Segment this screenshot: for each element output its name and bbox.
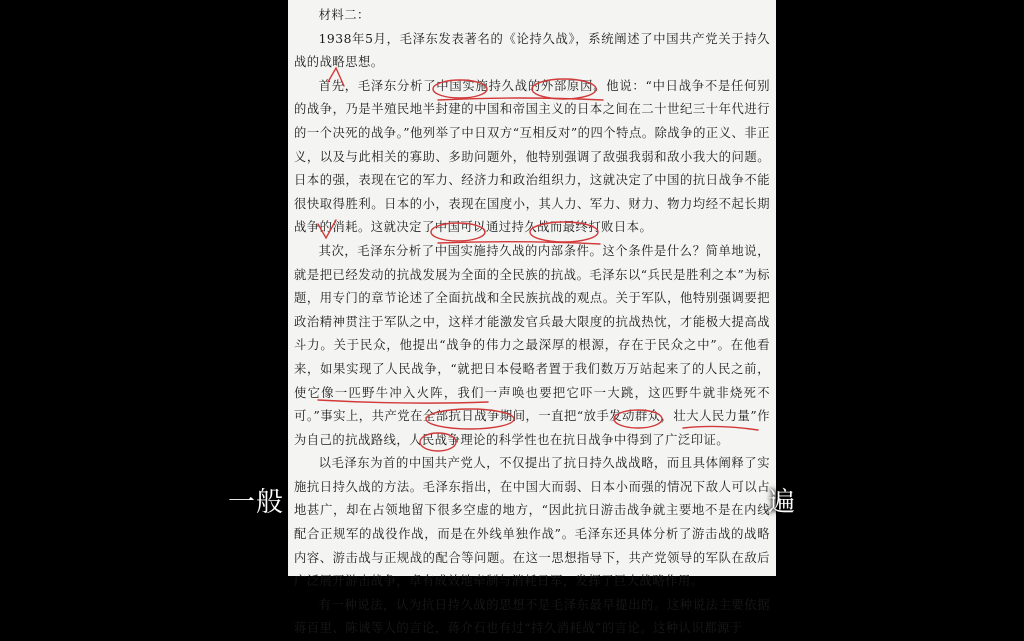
video-subtitle	[0, 480, 1024, 519]
paragraph-intro: 1938年5月，毛泽东发表著名的《论持久战》，系统阐述了中国共产党关于持久战的战略思想。	[294, 31, 770, 70]
document-text	[294, 4, 770, 641]
subtitle-right: 遍	[768, 487, 796, 518]
paragraph-other-view: 有一种说法，认为抗日持久战的思想不是毛泽东最早提出的。这种说法主要依据蒋百里、陈诚等人的言论，蒋介石也有过“持久消耗战”的言论。这种认识都源于	[294, 597, 770, 636]
paragraph-external-cause: 首先，毛泽东分析了中国实施持久战的外部原因。他说：“中日战争不是任何别的战争，乃是半殖民地半封建的中国和帝国主义的日本之间在二十世纪三十年代进行的一个决死的战争。”他列举了中日双方“互相反对”的四个特点。除战争的正义、非正义，以及与此相关的寡助、多助问题外，他特别强调了敌强我弱和敌小我大的问题。日本的强，表现在它的军力、经济力和政治组织力，这就决定了中国的抗日战争不能很快取得胜利。日本的小，表现在国度小，其人力、军力、财力、物力均经不起长期战争的消耗。这就决定了中国可以通过持久战而最终打败日本。	[294, 78, 770, 235]
subtitle-left: 一般	[228, 487, 284, 518]
material-heading: 材料二：	[318, 8, 370, 22]
paragraph-method: 以毛泽东为首的中国共产党人，不仅提出了抗日持久战战略，而且具体阐释了实施抗日持久战的方法。毛泽东指出，在中国大而弱、日本小而强的情况下敌人可以占地甚广，却在占领地留下很多空虚的地方，“因此抗日游击战争就主要地不是在内线配合正规军的战役作战，而是在外线单独作战”。毛泽东还具体分析了游击战的战略内容、游击战与正规战的配合等问题。在这一思想指导下，共产党领导的军队在敌后广泛展开游击战争，卓有成效地牵制与消耗日军，发挥了巨大战略作用。	[294, 456, 770, 589]
paragraph-internal-condition: 其次，毛泽东分析了中国实施持久战的内部条件。这个条件是什么？简单地说，就是把已经发动的抗战发展为全面的全民族的抗战。毛泽东以“兵民是胜利之本”为标题，用专门的章节论述了全面抗战和全民族抗战的观点。关于军队，他特别强调要把政治精神贯注于军队之中，这样才能激发官兵最大限度的抗战热忱，才能极大提高战斗力。关于民众，他提出“战争的伟力之最深厚的根源，存在于民众之中”。在他看来，如果实现了人民战争，“就把日本侵略者置于我们数万万站起来了的人民之前，使它像一匹野牛冲入火阵，我们一声唤也要把它吓一大跳，这匹野牛就非烧死不可。”事实上，共产党在全部抗日战争期间，一直把“放手发动群众，壮大人民力量”作为自己的抗战路线，人民战争理论的科学性也在抗日战争中得到了广泛印证。	[294, 243, 770, 447]
